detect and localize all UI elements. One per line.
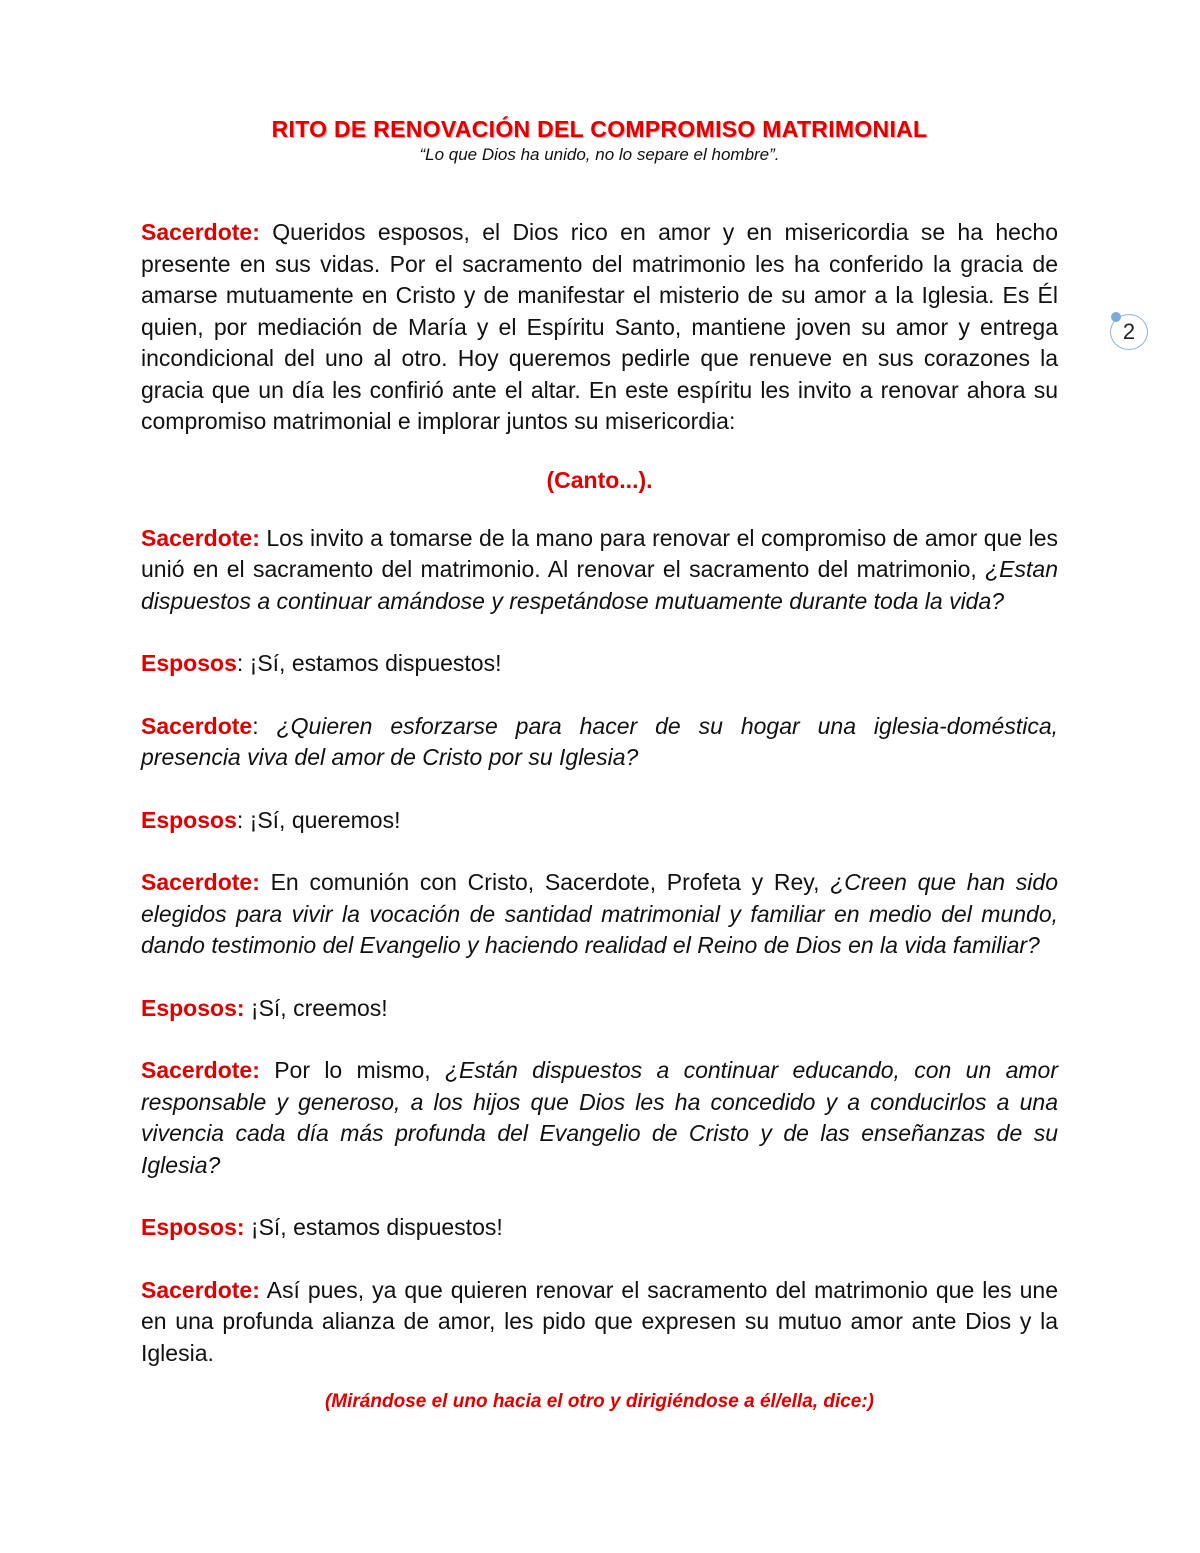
speaker-label: Esposos:: [141, 994, 245, 1021]
priest-paragraph-1: [141, 523, 1058, 618]
response-text: ¡Sí, estamos dispuestos!: [249, 650, 502, 676]
speaker-label: Sacerdote:: [141, 869, 260, 895]
couple-response-4: [141, 1212, 1058, 1244]
question-text: ¿Estan dispuestos a continuar amándose y respetándose mutuamente durante toda la vida?: [141, 556, 1058, 614]
speaker-label: Esposos: [141, 650, 237, 676]
document-title: RITO DE RENOVACIÓN DEL COMPROMISO MATRIMONIAL: [271, 116, 928, 142]
response-text: ¡Sí, estamos dispuestos!: [250, 1214, 503, 1240]
page-number: 2: [1122, 319, 1136, 344]
song-cue: (Canto...).: [546, 466, 653, 493]
response-text: ¡Sí, creemos!: [250, 994, 388, 1021]
question-text: ¿Creen que han sido elegidos para vivir la vocación de santidad matrimonial y familiar en medio del mundo, dando testimonio del Evangelio y haciendo realidad el Reino de Dios en la vida familiar?: [141, 869, 1058, 958]
priest-paragraph-3: [141, 867, 1058, 962]
paragraph-text: Por lo mismo,: [274, 1057, 431, 1083]
speaker-label: Esposos:: [141, 1214, 245, 1240]
speaker-label: Esposos: [141, 806, 237, 833]
priest-paragraph-5: [141, 1275, 1058, 1370]
speaker-label: Sacerdote:: [141, 1057, 260, 1083]
couple-response-2: Esposos: ¡Sí, queremos!: [141, 806, 401, 833]
document-subtitle: “Lo que Dios ha unido, no lo separe el hombre”.: [419, 145, 780, 164]
couple-response-1: Esposos: ¡Sí, estamos dispuestos!: [141, 650, 502, 676]
priest-paragraph-2: Sacerdote: ¿Quieren esforzarse para hacer de su hogar una iglesia-doméstica, presencia viva del amor de Cristo por su Iglesia?: [141, 712, 1058, 770]
speaker-label: Sacerdote:: [141, 219, 260, 245]
speaker-label: Sacerdote:: [141, 1276, 260, 1303]
speaker-label: Sacerdote: [141, 712, 253, 739]
question-text: ¿Están dispuestos a continuar educando, con un amor responsable y generoso, a los hijos que Dios les ha concedido y a conducirlos a una vivencia cada día más profunda del Evangelio de Cristo y de las enseñanzas de su Iglesia?: [141, 1057, 1058, 1178]
paragraph-text: Los invito a tomarse de la mano para renovar el compromiso de amor que les unió en el sacramento del matrimonio. Al renovar el sacramento del matrimonio,: [141, 524, 1058, 582]
document-body: [141, 116, 1058, 1413]
couple-response-3: [141, 993, 1058, 1025]
response-text: ¡Sí, queremos!: [249, 806, 401, 833]
priest-intro-paragraph: [141, 217, 1058, 438]
page-number-handle-icon: [1111, 312, 1121, 322]
paragraph-text: En comunión con Cristo, Sacerdote, Profeta y Rey,: [270, 869, 820, 895]
speaker-label: Sacerdote:: [141, 524, 260, 551]
rubric-instruction: (Mirándose el uno hacia el otro y dirigiéndose a él/ella, dice:): [324, 1391, 875, 1412]
priest-paragraph-4: [141, 1055, 1058, 1181]
paragraph-text: Queridos esposos, el Dios rico en amor y en misericordia se ha hecho presente en sus vidas. Por el sacramento del matrimonio les ha conferido la gracia de amarse mutuamente en Cristo y de manifestar el misterio de su amor a la Iglesia. Es Él quien, por mediación de María y el Espíritu Santo, mantiene joven su amor y entrega incondicional del uno al otro. Hoy queremos pedirle que renueve en sus corazones la gracia que un día les confirió ante el altar. En este espíritu les invito a renovar ahora su compromiso matrimonial e implorar juntos su misericordia:: [141, 219, 1058, 434]
paragraph-text: Así pues, ya que quieren renovar el sacramento del matrimonio que les une en una profunda alianza de amor, les pido que expresen su mutuo amor ante Dios y la Iglesia.: [141, 1276, 1059, 1366]
question-text: ¿Quieren esforzarse para hacer de su hogar una iglesia-doméstica, presencia viva del amor de Cristo por su Iglesia?: [141, 712, 1058, 770]
